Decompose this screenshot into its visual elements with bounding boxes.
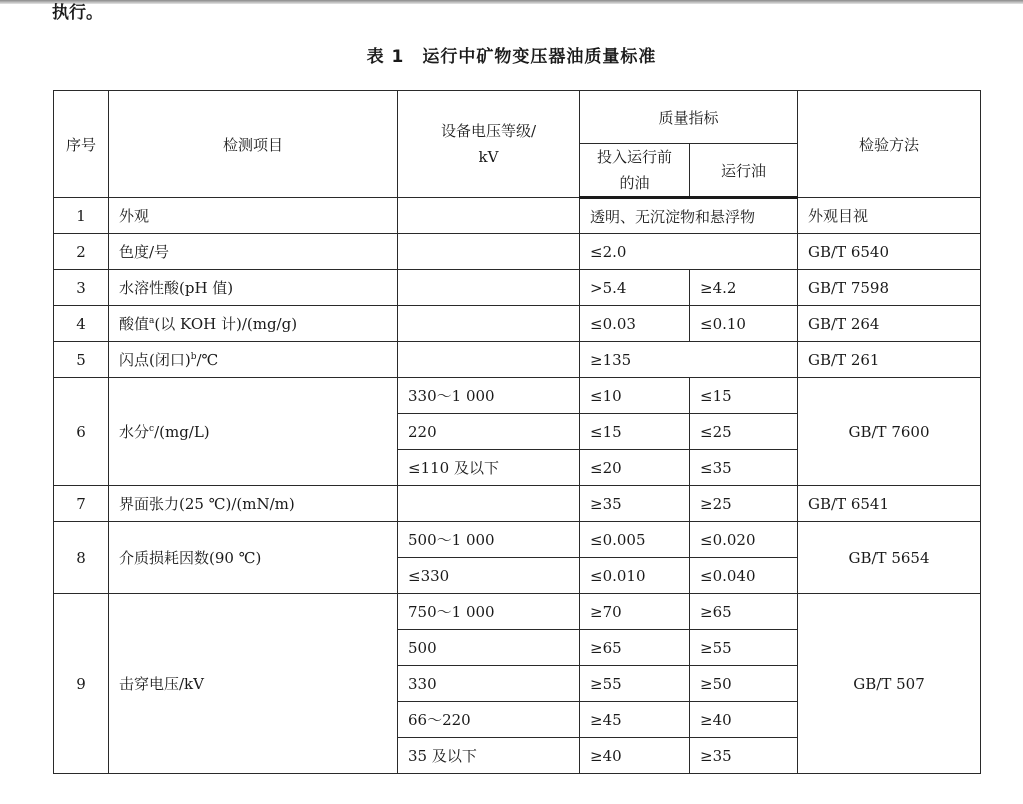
oil-quality-table <box>53 90 981 774</box>
row-before-value: ≤10 <box>580 378 690 414</box>
row-item: 色度/号 <box>109 234 398 270</box>
row-run-value: ≥55 <box>690 630 798 666</box>
row-item: 介质损耗因数(90 ℃) <box>109 522 398 594</box>
row-voltage: ≤330 <box>398 558 580 594</box>
row-before-value: ≥40 <box>580 738 690 774</box>
row-voltage: 35 及以下 <box>398 738 580 774</box>
table-caption: 表 1 运行中矿物变压器油质量标准 <box>366 47 657 67</box>
row-item <box>109 378 398 486</box>
row-run-value: ≤35 <box>690 450 798 486</box>
row-run-value: ≥40 <box>690 702 798 738</box>
row-voltage: ≤110 及以下 <box>398 450 580 486</box>
row-run-value: ≥25 <box>690 486 798 522</box>
footnote-marker: c <box>149 424 155 434</box>
row-method: GB/T 7598 <box>798 270 981 306</box>
row-voltage: 750～1 000 <box>398 594 580 630</box>
row-before-value: ≤0.010 <box>580 558 690 594</box>
row-number: 7 <box>54 486 109 522</box>
table-row-6 <box>54 378 981 414</box>
row-run-value: ≤25 <box>690 414 798 450</box>
row-voltage <box>398 342 580 378</box>
row-number: 5 <box>54 342 109 378</box>
row-voltage: 500～1 000 <box>398 522 580 558</box>
row-run-value: ≤0.040 <box>690 558 798 594</box>
row-before-value: ≤0.005 <box>580 522 690 558</box>
row-method: GB/T 264 <box>798 306 981 342</box>
row-voltage: 66～220 <box>398 702 580 738</box>
header-before <box>580 144 690 198</box>
row-number: 2 <box>54 234 109 270</box>
row-voltage: 220 <box>398 414 580 450</box>
row-voltage: 500 <box>398 630 580 666</box>
table-row-8 <box>54 522 981 558</box>
row-merged-value: ≤2.0 <box>580 234 798 270</box>
header-row-1 <box>54 91 981 144</box>
row-merged-value: 透明、无沉淀物和悬浮物 <box>580 198 798 234</box>
row-number: 8 <box>54 522 109 594</box>
row-before-value: ≤15 <box>580 414 690 450</box>
header-voltage-line1: 设备电压等级/ <box>440 122 537 140</box>
row-number: 1 <box>54 198 109 234</box>
header-item: 检测项目 <box>109 91 398 198</box>
row-item <box>109 306 398 342</box>
row-item: 界面张力(25 ℃)/(mN/m) <box>109 486 398 522</box>
row-run-value: ≤0.020 <box>690 522 798 558</box>
row-item: 击穿电压/kV <box>109 594 398 774</box>
preceding-text: 执行。 <box>52 3 103 23</box>
row-before-value: ≥35 <box>580 486 690 522</box>
header-method: 检验方法 <box>798 91 981 198</box>
header-in-service: 运行油 <box>690 144 798 198</box>
header-voltage <box>398 91 580 198</box>
row-method: GB/T 507 <box>798 594 981 774</box>
row-method: GB/T 6540 <box>798 234 981 270</box>
footnote-marker: b <box>190 352 197 362</box>
row-run-value: ≥4.2 <box>690 270 798 306</box>
row-voltage: 330～1 000 <box>398 378 580 414</box>
row-before-value: ≤20 <box>580 450 690 486</box>
header-seq: 序号 <box>54 91 109 198</box>
row-before-value: >5.4 <box>580 270 690 306</box>
row-run-value: ≤0.10 <box>690 306 798 342</box>
row-item-name: 水分 <box>119 423 150 441</box>
row-voltage: 330 <box>398 666 580 702</box>
row-method: GB/T 7600 <box>798 378 981 486</box>
row-item-name: 酸值 <box>119 315 150 333</box>
footnote-marker: a <box>149 316 155 326</box>
page-top-edge <box>0 0 1023 4</box>
row-method: 外观目视 <box>798 198 981 234</box>
row-method: GB/T 261 <box>798 342 981 378</box>
row-voltage <box>398 486 580 522</box>
row-item: 水溶性酸(pH 值) <box>109 270 398 306</box>
table-row-9 <box>54 594 981 630</box>
row-number: 9 <box>54 594 109 774</box>
row-run-value: ≥50 <box>690 666 798 702</box>
row-item-unit: /℃ <box>196 351 219 369</box>
row-number: 4 <box>54 306 109 342</box>
row-run-value: ≥65 <box>690 594 798 630</box>
row-run-value: ≤15 <box>690 378 798 414</box>
row-number: 3 <box>54 270 109 306</box>
table-row-7 <box>54 486 981 522</box>
header-voltage-line2: kV <box>478 148 499 166</box>
table-row-3 <box>54 270 981 306</box>
row-method: GB/T 6541 <box>798 486 981 522</box>
table-row-2 <box>54 234 981 270</box>
row-voltage <box>398 270 580 306</box>
table-row-5 <box>54 342 981 378</box>
row-run-value: ≥35 <box>690 738 798 774</box>
row-merged-value: ≥135 <box>580 342 798 378</box>
row-voltage <box>398 234 580 270</box>
header-before-line2: 的油 <box>619 174 650 192</box>
row-item <box>109 342 398 378</box>
table-row-1 <box>54 198 981 234</box>
row-item: 外观 <box>109 198 398 234</box>
row-before-value: ≥70 <box>580 594 690 630</box>
row-item-unit: /(mg/L) <box>154 423 210 441</box>
row-before-value: ≥55 <box>580 666 690 702</box>
row-method: GB/T 5654 <box>798 522 981 594</box>
row-item-unit: (以 KOH 计)/(mg/g) <box>154 315 298 333</box>
row-voltage <box>398 198 580 234</box>
row-before-value: ≤0.03 <box>580 306 690 342</box>
row-number: 6 <box>54 378 109 486</box>
header-before-line1: 投入运行前 <box>596 148 672 166</box>
header-quality: 质量指标 <box>580 91 798 144</box>
table-row-4 <box>54 306 981 342</box>
row-before-value: ≥45 <box>580 702 690 738</box>
row-before-value: ≥65 <box>580 630 690 666</box>
row-item-name: 闪点(闭口) <box>119 351 191 369</box>
row-voltage <box>398 306 580 342</box>
